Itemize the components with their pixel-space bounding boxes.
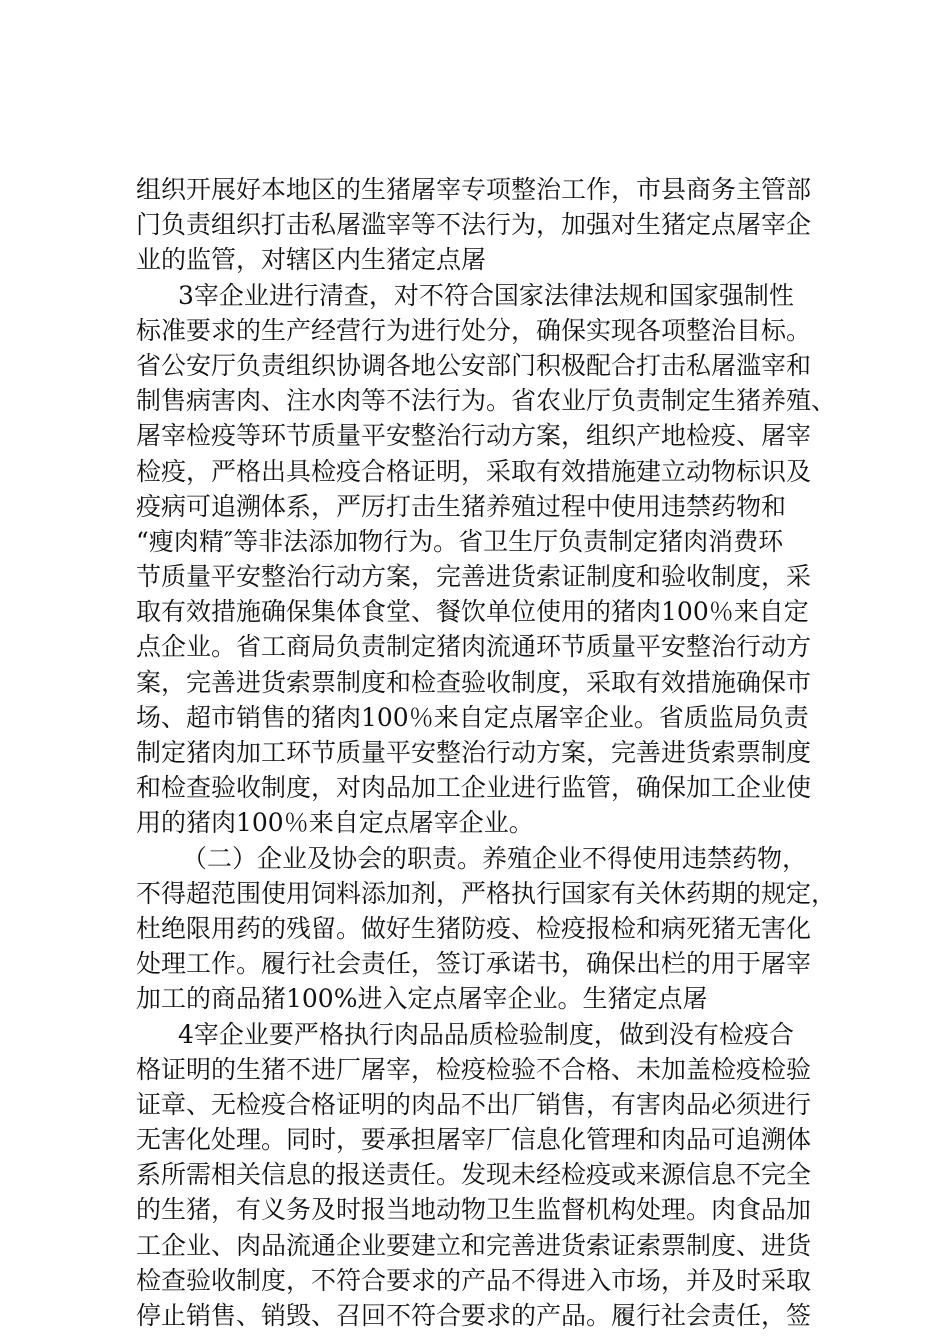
text-line: 4宰企业要严格执行肉品品质检验制度，做到没有检疫合 — [178, 1019, 794, 1049]
text-line: 不得超范围使用饲料添加剂，严格执行国家有关休药期的规定， — [136, 878, 836, 908]
text-line: 检查验收制度，不符合要求的产品不得进入市场，并及时采取 — [136, 1265, 812, 1295]
text-line: 屠宰检疫等环节质量平安整治行动方案，组织产地检疫、屠宰 — [136, 421, 812, 451]
text-line: 用的猪肉100％来自定点屠宰企业。 — [136, 808, 534, 838]
text-line: 场、超市销售的猪肉100％来自定点屠宰企业。省质监局负责 — [136, 702, 809, 732]
text-line: 和检查验收制度，对肉品加工企业进行监管，确保加工企业使 — [136, 773, 812, 803]
text-line: 节质量平安整治行动方案，完善进货索证制度和验收制度，采 — [136, 562, 812, 592]
text-line: 证章、无检疫合格证明的肉品不出厂销售，有害肉品必须进行 — [136, 1089, 812, 1119]
text-line: 点企业。省工商局负责制定猪肉流通环节质量平安整治行动方 — [136, 632, 812, 662]
text-line: 处理工作。履行社会责任，签订承诺书，确保出栏的用于屠宰 — [136, 949, 812, 979]
text-line: 工企业、肉品流通企业要建立和完善进货索证索票制度、进货 — [136, 1230, 812, 1260]
text-line: 杜绝限用药的残留。做好生猪防疫、检疫报检和病死猪无害化 — [136, 913, 812, 943]
text-line: 取有效措施确保集体食堂、餐饮单位使用的猪肉100％来自定 — [136, 597, 809, 627]
document-body — [136, 172, 836, 1333]
text-line: 格证明的生猪不进厂屠宰，检疫检验不合格、未加盖检疫检验 — [136, 1054, 812, 1084]
text-line: 检疫，严格出具检疫合格证明，采取有效措施建立动物标识及 — [136, 456, 812, 486]
text-line: 案，完善进货索票制度和检查验收制度，采取有效措施确保市 — [136, 667, 812, 697]
text-line: 标准要求的生产经营行为进行处分，确保实现各项整治目标。 — [136, 315, 812, 345]
section-heading-line: （二）企业及协会的职责。养殖企业不得使用违禁药物， — [182, 843, 808, 873]
text-line: 停止销售、销毁、召回不符合要求的产品。履行社会责任，签 — [136, 1301, 812, 1330]
text-line: 疫病可追溯体系，严厉打击生猪养殖过程中使用违禁药物和 — [136, 491, 787, 521]
text-line: 无害化处理。同时，要承担屠宰厂信息化管理和肉品可追溯体 — [136, 1125, 812, 1155]
text-line: 系所需相关信息的报送责任。发现未经检疫或来源信息不完全 — [136, 1160, 812, 1190]
text-line: 制定猪肉加工环节质量平安整治行动方案，完善进货索票制度 — [136, 738, 812, 767]
text-line: 门负责组织打击私屠滥宰等不法行为，加强对生猪定点屠宰企 — [136, 210, 812, 240]
text-line: 的生猪，有义务及时报当地动物卫生监督机构处理。肉食品加 — [136, 1195, 812, 1225]
text-line: 组织开展好本地区的生猪屠宰专项整治工作，市县商务主管部 — [136, 175, 812, 204]
text-line: “瘦肉精″等非法添加物行为。省卫生厅负责制定猪肉消费环 — [136, 526, 784, 556]
text-line: 加工的商品猪100%进入定点屠宰企业。生猪定点屠 — [136, 984, 708, 1014]
text-line: 3宰企业进行清查，对不符合国家法律法规和国家强制性 — [178, 280, 794, 310]
text-line: 省公安厅负责组织协调各地公安部门积极配合打击私屠滥宰和 — [136, 350, 812, 380]
text-line: 业的监管，对辖区内生猪定点屠 — [136, 245, 487, 275]
text-line: 制售病害肉、注水肉等不法行为。省农业厅负责制定生猪养殖、 — [136, 386, 836, 416]
